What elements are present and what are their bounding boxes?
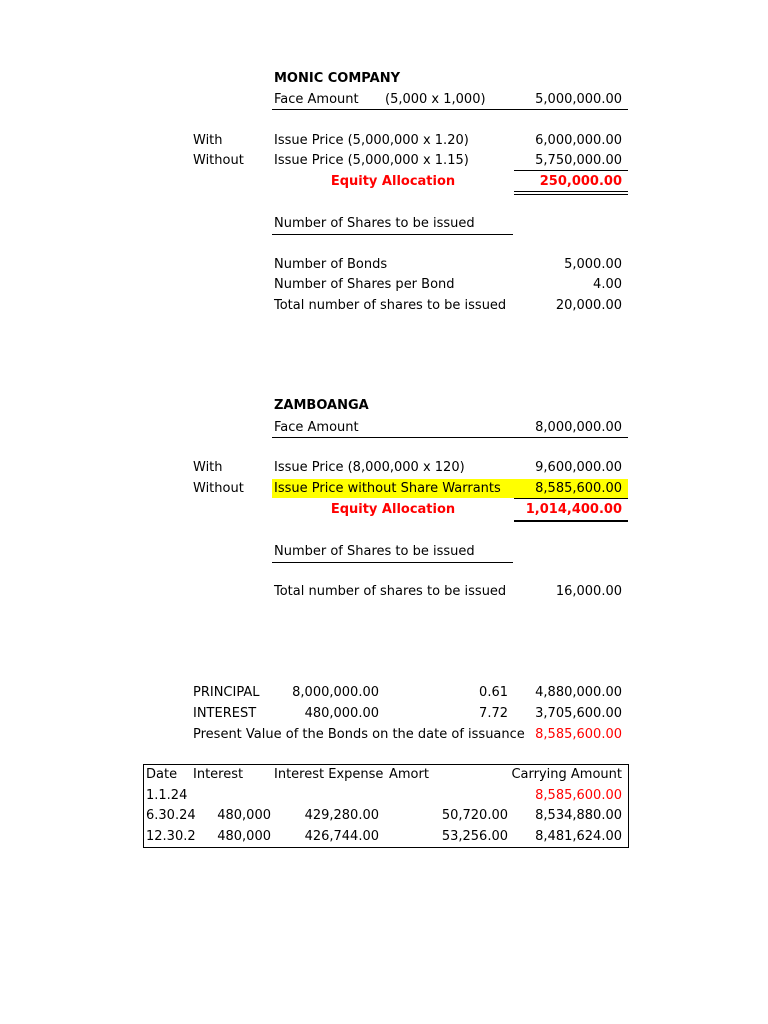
table-row-date: 12.30.2 — [146, 829, 196, 844]
pv-total-value: 8,585,600.00 — [535, 727, 622, 742]
table-row-expense: 429,280.00 — [304, 808, 379, 823]
pv-principal-factor: 0.61 — [479, 685, 508, 700]
pv-principal-value: 4,880,000.00 — [535, 685, 622, 700]
table-row-date: 1.1.24 — [146, 788, 188, 803]
amort-header-expense: Interest Expense — [274, 767, 384, 782]
monic-without-label: Without — [193, 153, 244, 168]
monic-per-bond-label: Number of Shares per Bond — [274, 277, 455, 292]
table-row-date: 6.30.24 — [146, 808, 196, 823]
monic-issue-with-value: 6,000,000.00 — [535, 133, 622, 148]
table-row-amort: 50,720.00 — [441, 808, 508, 823]
table-row-interest: 480,000 — [217, 829, 271, 844]
monic-with-label: With — [193, 133, 223, 148]
monic-total-value: 20,000.00 — [555, 298, 622, 313]
zamboanga-without-label: Without — [193, 481, 244, 496]
pv-total-label: Present Value of the Bonds on the date of issuance — [193, 727, 525, 742]
table-row-carrying: 8,585,600.00 — [535, 788, 622, 803]
monic-equity-label: Equity Allocation — [330, 174, 456, 189]
zamboanga-issue-with: Issue Price (8,000,000 x 120) — [274, 460, 465, 475]
monic-shares-underline — [272, 234, 513, 235]
amort-header-amort: Amort — [389, 767, 429, 782]
zamboanga-title: ZAMBOANGA — [274, 398, 369, 413]
table-row-carrying: 8,534,880.00 — [535, 808, 622, 823]
monic-bonds-label: Number of Bonds — [274, 257, 388, 272]
zamboanga-total-value: 16,000.00 — [555, 584, 622, 599]
pv-interest-label: INTEREST — [193, 706, 257, 721]
zamboanga-face-label: Face Amount — [274, 420, 359, 435]
zamboanga-issue-without: Issue Price without Share Warrants — [274, 481, 501, 496]
amort-header-carrying: Carrying Amount — [511, 767, 622, 782]
monic-total-label: Total number of shares to be issued — [274, 298, 507, 313]
amort-header-date: Date — [146, 767, 178, 782]
zamboanga-shares-heading: Number of Shares to be issued — [274, 544, 475, 559]
monic-face-label: Face Amount — [274, 92, 359, 107]
monic-double-line-2 — [514, 194, 628, 195]
table-row-expense: 426,744.00 — [304, 829, 379, 844]
amort-header-interest: Interest — [193, 767, 244, 782]
zamboanga-face-underline — [272, 437, 628, 438]
monic-double-line-1 — [514, 191, 628, 192]
table-row-interest: 480,000 — [217, 808, 271, 823]
pv-principal-amount: 8,000,000.00 — [292, 685, 379, 700]
zamboanga-with-label: With — [193, 460, 223, 475]
monic-title: MONIC COMPANY — [274, 71, 400, 86]
monic-issue-without-value: 5,750,000.00 — [535, 153, 622, 168]
monic-subtotal-line — [514, 170, 628, 171]
pv-interest-value: 3,705,600.00 — [535, 706, 622, 721]
monic-equity-value: 250,000.00 — [539, 174, 622, 189]
monic-bonds-value: 5,000.00 — [564, 257, 622, 272]
zamboanga-issue-without-value: 8,585,600.00 — [535, 481, 622, 496]
zamboanga-equity-value: 1,014,400.00 — [525, 502, 622, 517]
zamboanga-total-label: Total number of shares to be issued — [274, 584, 507, 599]
zamboanga-issue-with-value: 9,600,000.00 — [535, 460, 622, 475]
monic-issue-without: Issue Price (5,000,000 x 1.15) — [274, 153, 469, 168]
monic-per-bond-value: 4.00 — [593, 277, 622, 292]
zamboanga-face-value: 8,000,000.00 — [535, 420, 622, 435]
monic-shares-heading: Number of Shares to be issued — [274, 216, 475, 231]
monic-face-formula: (5,000 x 1,000) — [385, 92, 486, 107]
table-row-amort: 53,256.00 — [441, 829, 508, 844]
table-row-carrying: 8,481,624.00 — [535, 829, 622, 844]
monic-face-value: 5,000,000.00 — [535, 92, 622, 107]
pv-interest-factor: 7.72 — [479, 706, 508, 721]
monic-issue-with: Issue Price (5,000,000 x 1.20) — [274, 133, 469, 148]
monic-face-underline — [272, 109, 628, 110]
pv-interest-amount: 480,000.00 — [304, 706, 379, 721]
zamboanga-equity-label: Equity Allocation — [330, 502, 456, 517]
zamboanga-shares-underline — [272, 562, 513, 563]
pv-principal-label: PRINCIPAL — [193, 685, 260, 700]
zamboanga-equity-underline — [514, 520, 628, 522]
zamboanga-subtotal-line — [514, 498, 628, 499]
